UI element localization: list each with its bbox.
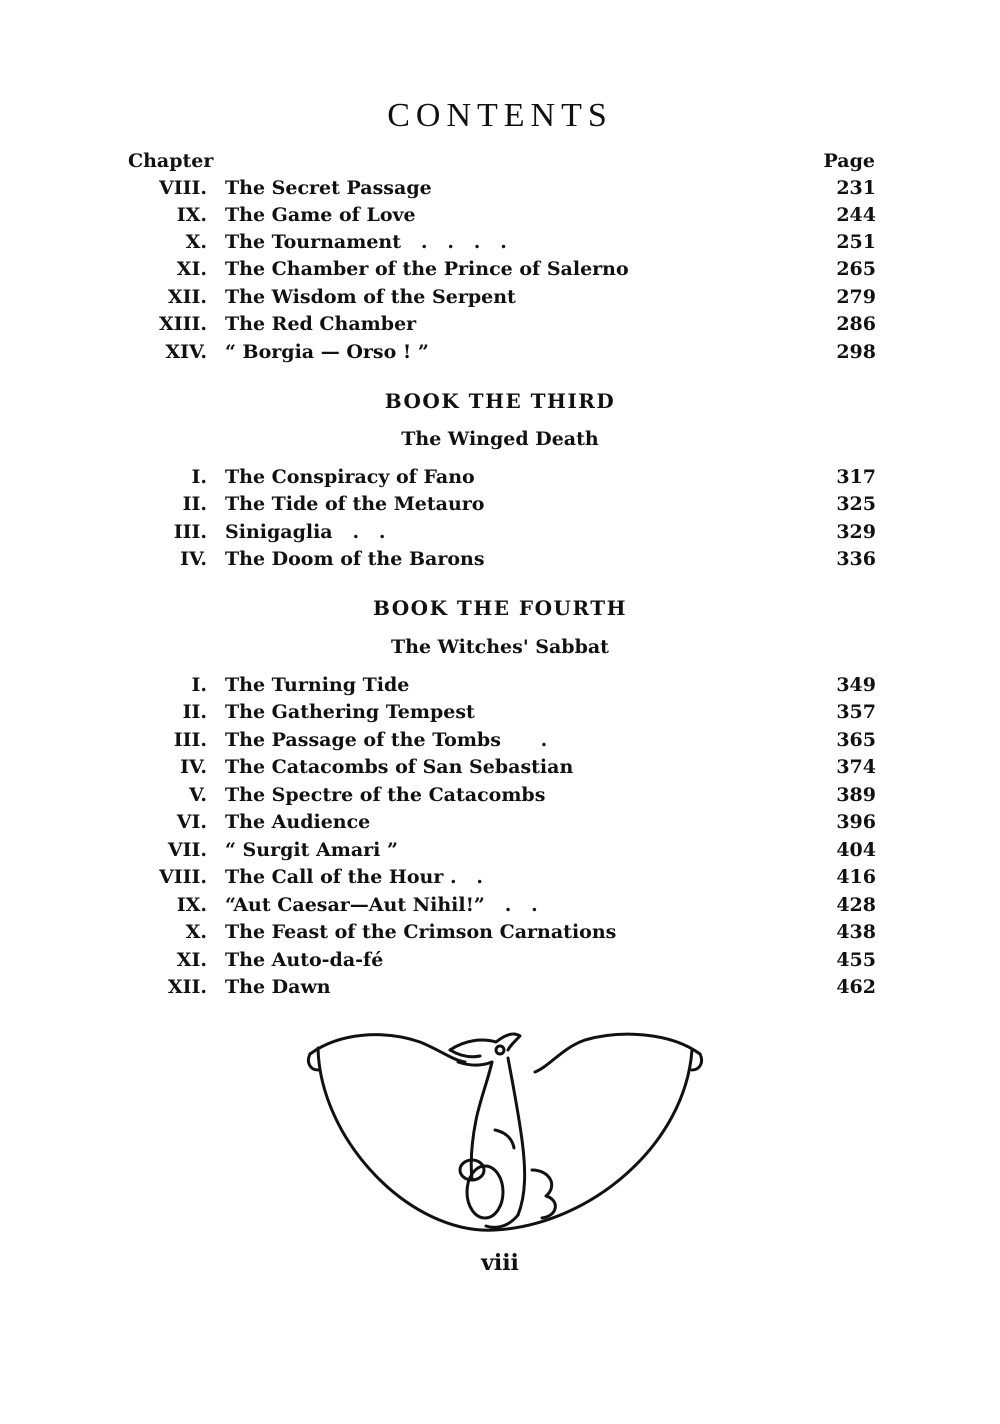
page-number: 325 (836, 493, 876, 515)
chapter-title: The Passage of the Tombs . (225, 729, 548, 751)
chapter-number: X. (185, 231, 207, 253)
toc-entry (0, 341, 1000, 368)
chapter-title: The Catacombs of San Sebastian (225, 756, 574, 778)
page-number: 396 (836, 811, 876, 833)
chapter-title: “ Surgit Amari ” (225, 839, 398, 861)
chapter-title: Sinigaglia . . (225, 521, 386, 543)
chapter-title: The Auto-da-fé (225, 949, 384, 971)
toc-entry (0, 701, 1000, 728)
chapter-number: IV. (180, 548, 207, 570)
page-number: 317 (836, 466, 876, 488)
toc-entry (0, 729, 1000, 756)
toc-entry (0, 286, 1000, 313)
page-number: 438 (836, 921, 876, 943)
page-number: 244 (836, 204, 876, 226)
chapter-title: The Conspiracy of Fano (225, 466, 475, 488)
chapter-title: The Game of Love (225, 204, 416, 226)
chapter-number: XIV. (165, 341, 207, 363)
page-number: 336 (836, 548, 876, 570)
book-four-heading: BOOK THE FOURTH (372, 596, 628, 620)
page-number: 357 (836, 701, 876, 723)
chapter-title: The Tournament . . . . (225, 231, 507, 253)
chapter-number: XIII. (158, 313, 207, 335)
page-title: CONTENTS (387, 97, 613, 134)
chapter-column-header: Chapter (128, 150, 214, 172)
book-four-subtitle: The Witches' Sabbat (391, 636, 609, 658)
toc-entry (0, 521, 1000, 548)
toc-entry (0, 548, 1000, 575)
chapter-title: The Feast of the Crimson Carnations (225, 921, 617, 943)
chapter-title: The Chamber of the Prince of Salerno (225, 258, 629, 280)
toc-entry (0, 258, 1000, 285)
chapter-number: VI. (176, 811, 207, 833)
toc-entry (0, 177, 1000, 204)
chapter-title: The Red Chamber (225, 313, 417, 335)
chapter-number: II. (182, 701, 207, 723)
page-number: 286 (836, 313, 876, 335)
chapter-number: XI. (176, 949, 207, 971)
toc-entry (0, 231, 1000, 258)
page-number: 455 (836, 949, 876, 971)
book-three-subtitle: The Winged Death (401, 428, 599, 450)
chapter-number: VIII. (158, 866, 207, 888)
chapter-number: IX. (176, 894, 207, 916)
chapter-number: XI. (176, 258, 207, 280)
toc-entry (0, 756, 1000, 783)
toc-entry (0, 204, 1000, 231)
chapter-title: The Turning Tide (225, 674, 410, 696)
book-three-heading: BOOK THE THIRD (384, 389, 616, 413)
chapter-title: The Call of the Hour . . (225, 866, 484, 888)
chapter-number: XII. (167, 976, 207, 998)
page-number: 265 (836, 258, 876, 280)
chapter-title: The Gathering Tempest (225, 701, 475, 723)
toc-entry (0, 466, 1000, 493)
chapter-number: XII. (167, 286, 207, 308)
page-number: 389 (836, 784, 876, 806)
page-number: 374 (836, 756, 876, 778)
toc-entry (0, 894, 1000, 921)
winged-dragon-ornament-icon (300, 1020, 710, 1250)
chapter-number: IX. (176, 204, 207, 226)
toc-entry (0, 866, 1000, 893)
toc-entry (0, 949, 1000, 976)
page-number: 279 (836, 286, 876, 308)
toc-entry (0, 976, 1000, 1003)
chapter-number: II. (182, 493, 207, 515)
page-column-header: Page (823, 150, 875, 172)
chapter-title: “Aut Caesar—Aut Nihil!” . . (225, 894, 538, 916)
chapter-title: The Doom of the Barons (225, 548, 485, 570)
chapter-title: The Secret Passage (225, 177, 432, 199)
page-number: 428 (836, 894, 876, 916)
page-number: 251 (836, 231, 876, 253)
chapter-title: The Wisdom of the Serpent (225, 286, 516, 308)
chapter-number: X. (185, 921, 207, 943)
toc-entry (0, 493, 1000, 520)
chapter-title: “ Borgia — Orso ! ” (225, 341, 429, 363)
chapter-number: VII. (167, 839, 207, 861)
chapter-number: IV. (180, 756, 207, 778)
page-number: 462 (836, 976, 876, 998)
page-folio-number: viii (481, 1250, 519, 1276)
page-number: 416 (836, 866, 876, 888)
toc-entry (0, 839, 1000, 866)
chapter-number: III. (173, 729, 207, 751)
chapter-number: III. (173, 521, 207, 543)
chapter-number: VIII. (158, 177, 207, 199)
page-number: 404 (836, 839, 876, 861)
chapter-title: The Tide of the Metauro (225, 493, 485, 515)
chapter-title: The Spectre of the Catacombs (225, 784, 546, 806)
toc-entry (0, 313, 1000, 340)
chapter-title: The Audience (225, 811, 371, 833)
page-number: 349 (836, 674, 876, 696)
chapter-number: I. (191, 466, 207, 488)
chapter-title: The Dawn (225, 976, 331, 998)
chapter-number: V. (188, 784, 207, 806)
page-number: 365 (836, 729, 876, 751)
toc-entry (0, 811, 1000, 838)
page-number: 231 (836, 177, 876, 199)
toc-entry (0, 784, 1000, 811)
page-number: 329 (836, 521, 876, 543)
toc-entry (0, 921, 1000, 948)
toc-entry (0, 674, 1000, 701)
page-number: 298 (836, 341, 876, 363)
chapter-number: I. (191, 674, 207, 696)
